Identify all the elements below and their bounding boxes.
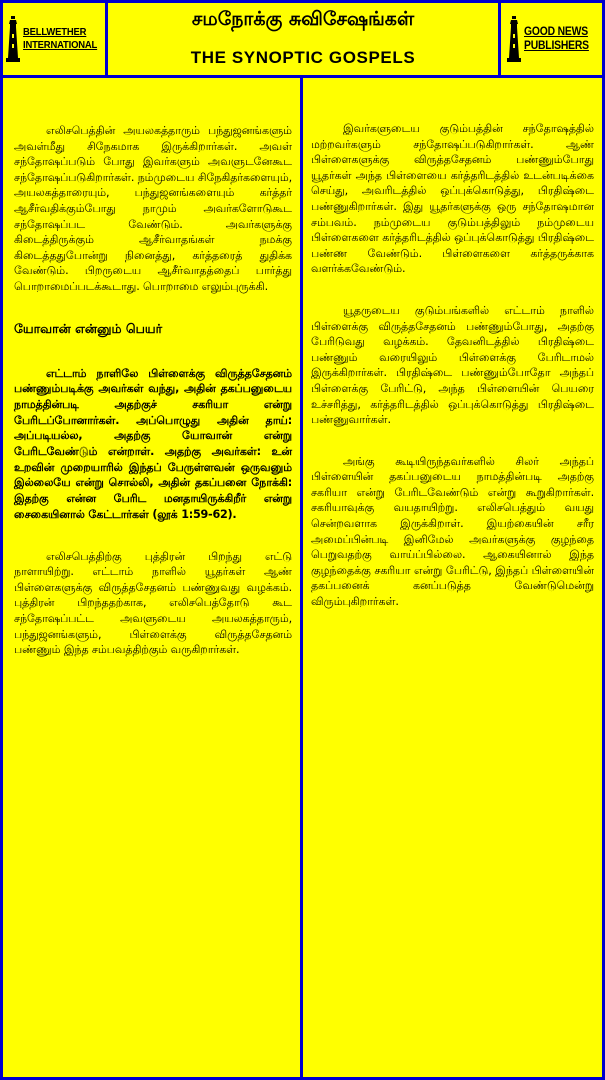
bellwether-logo xyxy=(0,0,108,78)
paragraph: எலிசபெத்தின் அயலகத்தாரும் பந்துஜனங்களும் அவள்மீது சிநேகமாக இருக்கிறார்கள். அவள் சந்தோஷப்படும் போது இவர்களும் அவளுடனேகூட சந்தோஷப்படுகிறார்கள். நம்முடைய சிநேகிதர்களையும், அயலகத்தாரையும், பந்துஜனங்களையும் கர்த்தர் ஆசீர்வதிக்கும்போது நாமும் அவர்களோடுகூட சந்தோஷப்பட வேண்டும். அவர்களுக்கு கிடைத்திருக்கும் ஆசீர்வாதங்கள் நமக்கு கிடைத்ததுபோன்று நினைத்து, கர்த்தரைத் துதிக்க வேண்டும். பிறருடைய ஆசீர்வாதத்தைப் பார்த்து பொறாமைப்படக்கூடாது. பொறாமை எலும்புருக்கி. xyxy=(14,124,292,293)
lighthouse-icon xyxy=(6,14,20,64)
title-area xyxy=(108,0,498,78)
section-heading: யோவான் என்னும் பெயர் xyxy=(14,320,163,336)
right-column xyxy=(303,78,602,1080)
paragraph: அங்கு கூடியிருந்தவர்களில் சிலர் அந்தப் பிள்ளையின் தகப்பனுடைய நாமத்தின்படி அதற்கு சகரியா என்று பேரிடவேண்டும் என்று கூறுகிறார்கள். சகரியாவுக்கு வயதாயிற்று. எலிசபெத்தும் வயது சென்றவளாக இருக்கிறாள். இயற்கையின் சரீர அமைப்பின்படி இனிமேல் அவர்களுக்கு குழந்தை பெறுவதற்கு வாய்ப்பில்லை. ஆகையினால் இந்த குழந்தைக்கு சகரியா என்று பேரிட்டு, இந்தப் பிள்ளையின் தகப்பனைக் கனப்படுத்த வேண்டுமென்று விரும்புகிறார்கள். xyxy=(311,454,594,609)
logo-line-1: GOOD NEWS xyxy=(524,26,588,38)
good-news-logo xyxy=(498,0,605,78)
scripture-quote: எட்டாம் நாளிலே பிள்ளைக்கு விருத்தசேதனம் பண்ணும்படிக்கு அவர்கள் வந்து, அதின் தகப்பனுடைய நாமத்தின்படி அதற்குச் சகரியா என்று பேரிடப்போனார்கள். அப்பொழுது அதின் தாய்: அப்படியல்ல, அதற்கு யோவான் என்று பேரிடவேண்டும் என்றாள். அதற்கு அவர்கள்: உன் உறவின் முறையாரில் இந்தப் பேருள்ளவன் ஒருவனும் இல்லையே என்று சொல்லி, அதின் தகப்பனை நோக்கி: இதற்கு என்ன பேரிட மனதாயிருக்கிறீர் என்று சைகையினால் கேட்டார்கள் (லூக் 1:59-62). xyxy=(14,366,292,521)
left-column xyxy=(3,78,300,1080)
page-header xyxy=(0,0,605,78)
logo-line-1: BELLWETHER xyxy=(23,26,87,38)
lighthouse-icon xyxy=(507,14,521,64)
logo-line-2: PUBLISHERS xyxy=(524,40,589,52)
paragraph: இவர்களுடைய குடும்பத்தின் சந்தோஷத்தில் மற்றவர்களும் சந்தோஷப்படுகிறார்கள். ஆண் பிள்ளைகளுக்கு விருத்தசேதனம் பண்ணும்போது யூதர்கள் அந்த பிள்ளையை கர்த்தரிடத்தில் உடன்படிக்கை செய்து, அவரிடத்தில் ஒப்புக்கொடுத்து, பிரதிஷ்டை பண்ணுகிறார்கள். இது யூதர்களுக்கு ஒரு சந்தோஷமான சம்பவம். நம்முடைய குடும்பத்திலும் நம்முடைய பிள்ளைகளை கர்த்தரிடத்தில் ஒப்புக்கொடுத்து பிரதிஷ்டை பண்ண வேண்டும். பிள்ளைகளை கர்த்தருக்காக வளர்க்கவேண்டும். xyxy=(311,122,594,276)
logo-line-2: INTERNATIONAL xyxy=(23,39,98,51)
paragraph: யூதருடைய குடும்பங்களில் எட்டாம் நாளில் பிள்ளைக்கு விருத்தசேதனம் பண்ணும்போது, அதற்கு பேரிடுவது வழக்கம். தேவனிடத்தில் பிரதிஷ்டை பண்ணும் வரையிலும் பிள்ளைக்கு பேரிடாமல் இருக்கிறார்கள். பிரதிஷ்டை பண்ணும்போதோ அந்தப் பிள்ளைக்கு பேரிட்டு, அந்த பிள்ளையின் பெயரை உச்சரித்து, கர்த்தரிடத்தில் ஒப்புக்கொடுத்து பிரதிஷ்டை பண்ணுவார்கள். xyxy=(311,303,594,427)
paragraph: எலிசபெத்திற்கு புத்திரன் பிறந்து எட்டு நாளாயிற்று. எட்டாம் நாளில் யூதர்கள் ஆண் பிள்ளைகளுக்கு விருத்தசேதனம் பண்ணுவது வழக்கம். புத்திரன் பிறந்ததற்காக, எலிசபெத்தோடு கூட சந்தோஷப்பட்ட அவளுடைய அயலகத்தாரும், பந்துஜனங்களும், பிள்ளைக்கு விருத்தசேதனம் பண்ணும் இந்த சம்பவத்திற்கும் வருகிறார்கள். xyxy=(14,549,292,657)
page-title-english: THE SYNOPTIC GOSPELS xyxy=(190,48,416,67)
page-title-tamil: சமநோக்கு சுவிசேஷங்கள் xyxy=(191,8,415,30)
